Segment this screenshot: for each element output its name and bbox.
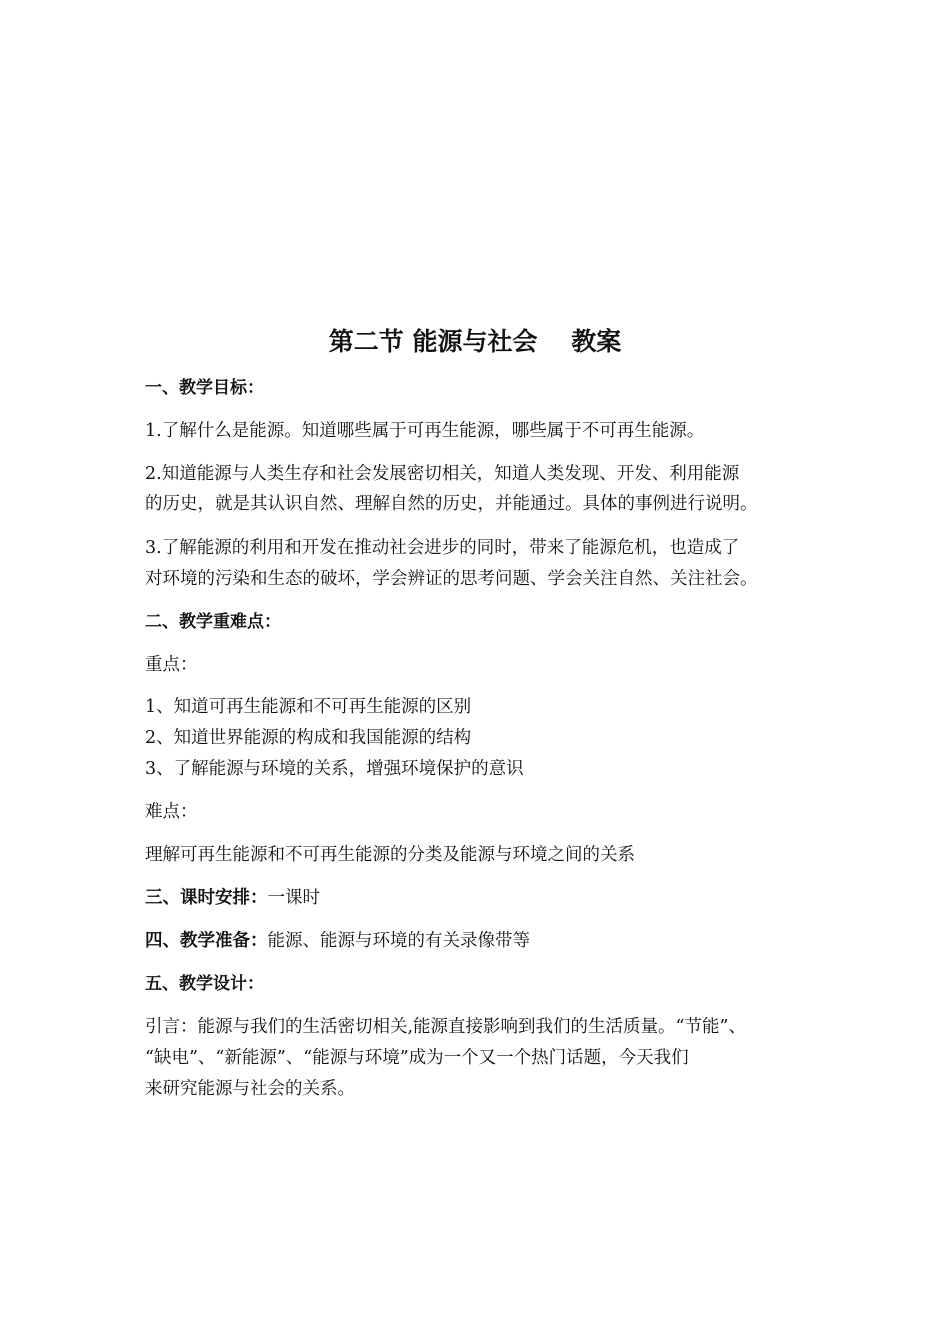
objective-2-line1: 2.知道能源与人类生存和社会发展密切相关，知道人类发现、开发、利用能源 xyxy=(145,464,740,484)
key-point-1: 1、知道可再生能源和不可再生能源的区别 xyxy=(145,697,472,717)
key-points-label: 重点： xyxy=(145,655,198,675)
objective-2-line2: 的历史，就是其认识自然、理解自然的历史，并能通过。具体的事例进行说明。 xyxy=(145,494,758,514)
difficult-points-label: 难点： xyxy=(145,802,198,822)
section2-heading: 二、教学重难点： xyxy=(145,612,281,632)
objective-3-line2: 对环境的污染和生态的破坏，学会辨证的思考问题、学会关注自然、关注社会。 xyxy=(145,569,758,589)
section4-row xyxy=(145,929,530,953)
document-title: 第二节 能源与社会 教案 xyxy=(328,327,622,356)
key-point-3: 3、了解能源与环境的关系，增强环境保护的意识 xyxy=(145,759,524,779)
objective-1: 1.了解什么是能源。知道哪些属于可再生能源，哪些属于不可再生能源。 xyxy=(145,421,705,441)
section4-heading: 四、教学准备： xyxy=(145,931,268,951)
section4-value: 能源、能源与环境的有关录像带等 xyxy=(267,931,530,951)
difficult-point-text: 理解可再生能源和不可再生能源的分类及能源与环境之间的关系 xyxy=(145,845,635,865)
section5-heading: 五、教学设计： xyxy=(145,974,264,994)
objective-3-line1: 3.了解能源的利用和开发在推动社会进步的同时，带来了能源危机，也造成了 xyxy=(145,538,740,558)
section3-heading: 三、课时安排： xyxy=(145,888,268,908)
section3-row xyxy=(145,886,320,910)
intro-line-3: 来研究能源与社会的关系。 xyxy=(145,1079,355,1099)
section1-heading: 一、教学目标： xyxy=(145,378,264,398)
intro-line-2: “缺电”、“新能源”、“能源与环境”成为一个又一个热门话题，今天我们 xyxy=(145,1048,689,1068)
section3-value: 一课时 xyxy=(267,888,320,908)
key-point-2: 2、知道世界能源的构成和我国能源的结构 xyxy=(145,728,472,748)
intro-line-1: 引言：能源与我们的生活密切相关,能源直接影响到我们的生活质量。“节能”、 xyxy=(145,1017,746,1037)
